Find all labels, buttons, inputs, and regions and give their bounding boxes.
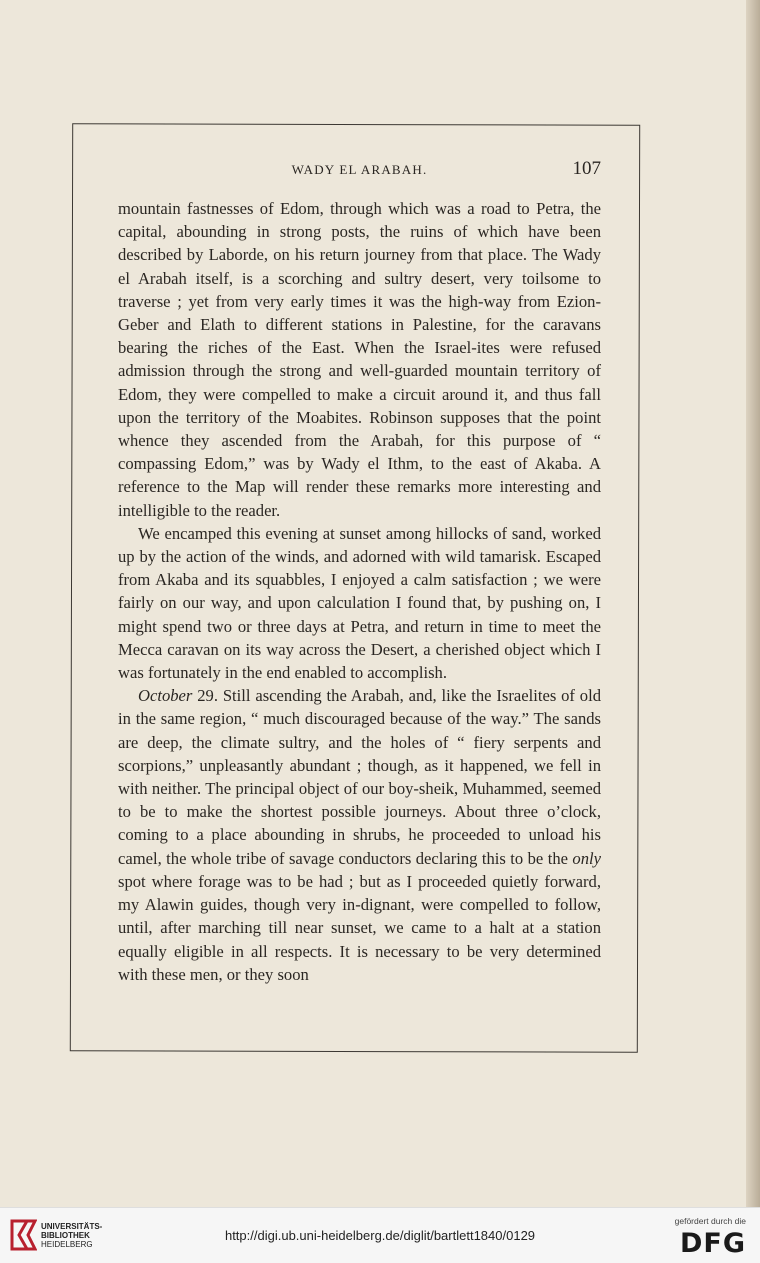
institution-line: BIBLIOTHEK xyxy=(41,1231,90,1240)
funder-logo: DFG xyxy=(679,1228,746,1259)
page-header xyxy=(118,158,601,182)
page-number: 107 xyxy=(572,158,601,179)
institution-line: HEIDELBERG xyxy=(41,1240,93,1249)
emphasis-only: only xyxy=(572,848,601,868)
library-footer-bar xyxy=(0,1207,760,1263)
body-text xyxy=(118,197,601,986)
page-spine-shadow xyxy=(746,0,760,1207)
date-italic: October xyxy=(138,686,193,706)
running-head: WADY EL ARABAH. xyxy=(291,162,428,177)
paragraph-3-text-a: 29. Still ascending the Arabah, and, like the Israelites of old in the same region, “ much discouraged because of the way.” The sands are deep, the climate sultry, and the holes of “ fiery serpents and scorpions,” unpleasantly abundant ; though, as it happened, we fell in with neither. The principal object of our boy-sheik, Muhammed, seemed to be to make the shortest possible journeys. About three o’clock, coming to a place abounding in shrubs, he proceeded to unload his camel, the whole tribe of savage conductors declaring this to be the xyxy=(118,686,601,868)
paragraph-1: mountain fastnesses of Edom, through which was a road to Petra, the capital, abounding in strong posts, the ruins of which have been described by Laborde, on his return journey from that place. The Wady el Arabah itself, is a scorching and sultry desert, very toilsome to traverse ; yet from very early times it was the high-way from Ezion-Geber and Elath to different stations in Palestine, for the caravans bearing the riches of the East. When the Israel-ites were refused admission through the strong and well-guarded mountain territory of Edom, they were compelled to make a circuit around it, and thus fall upon the territory of the Moabites. Robinson supposes that the point whence they ascended from the Arabah, for this purpose of “ compassing Edom,” was by Wady el Ithm, to the east of Akaba. A reference to the Map will render these remarks more interesting and intelligible to the reader. xyxy=(118,199,601,520)
institution-line: UNIVERSITÄTS- xyxy=(41,1222,103,1231)
permalink-url[interactable]: http://digi.ub.uni-heidelberg.de/diglit/bartlett1840/0129 xyxy=(224,1228,536,1243)
paragraph-3 xyxy=(118,684,601,986)
funded-by-label: gefördert durch die xyxy=(674,1216,746,1226)
paragraph-2: We encamped this evening at sunset among hillocks of sand, worked up by the action of the winds, and adorned with wild tamarisk. Escaped from Akaba and its squabbles, I enjoyed a calm satisfaction ; we were fairly on our way, and upon calculation I found that, by pushing on, I might spend two or three days at Petra, and return in time to meet the Mecca caravan on its way across the Desert, a cherished object which I was fortunately in the end enabled to accomplish. xyxy=(118,523,601,683)
paragraph-3-text-b: spot where forage was to be had ; but as I proceeded quietly forward, my Alawin guides, though very in-dignant, were compelled to follow, until, after marching till near sunset, we came to a halt at a station equally eligible in all respects. It is necessary to be very determined with these men, or they soon xyxy=(118,871,601,984)
